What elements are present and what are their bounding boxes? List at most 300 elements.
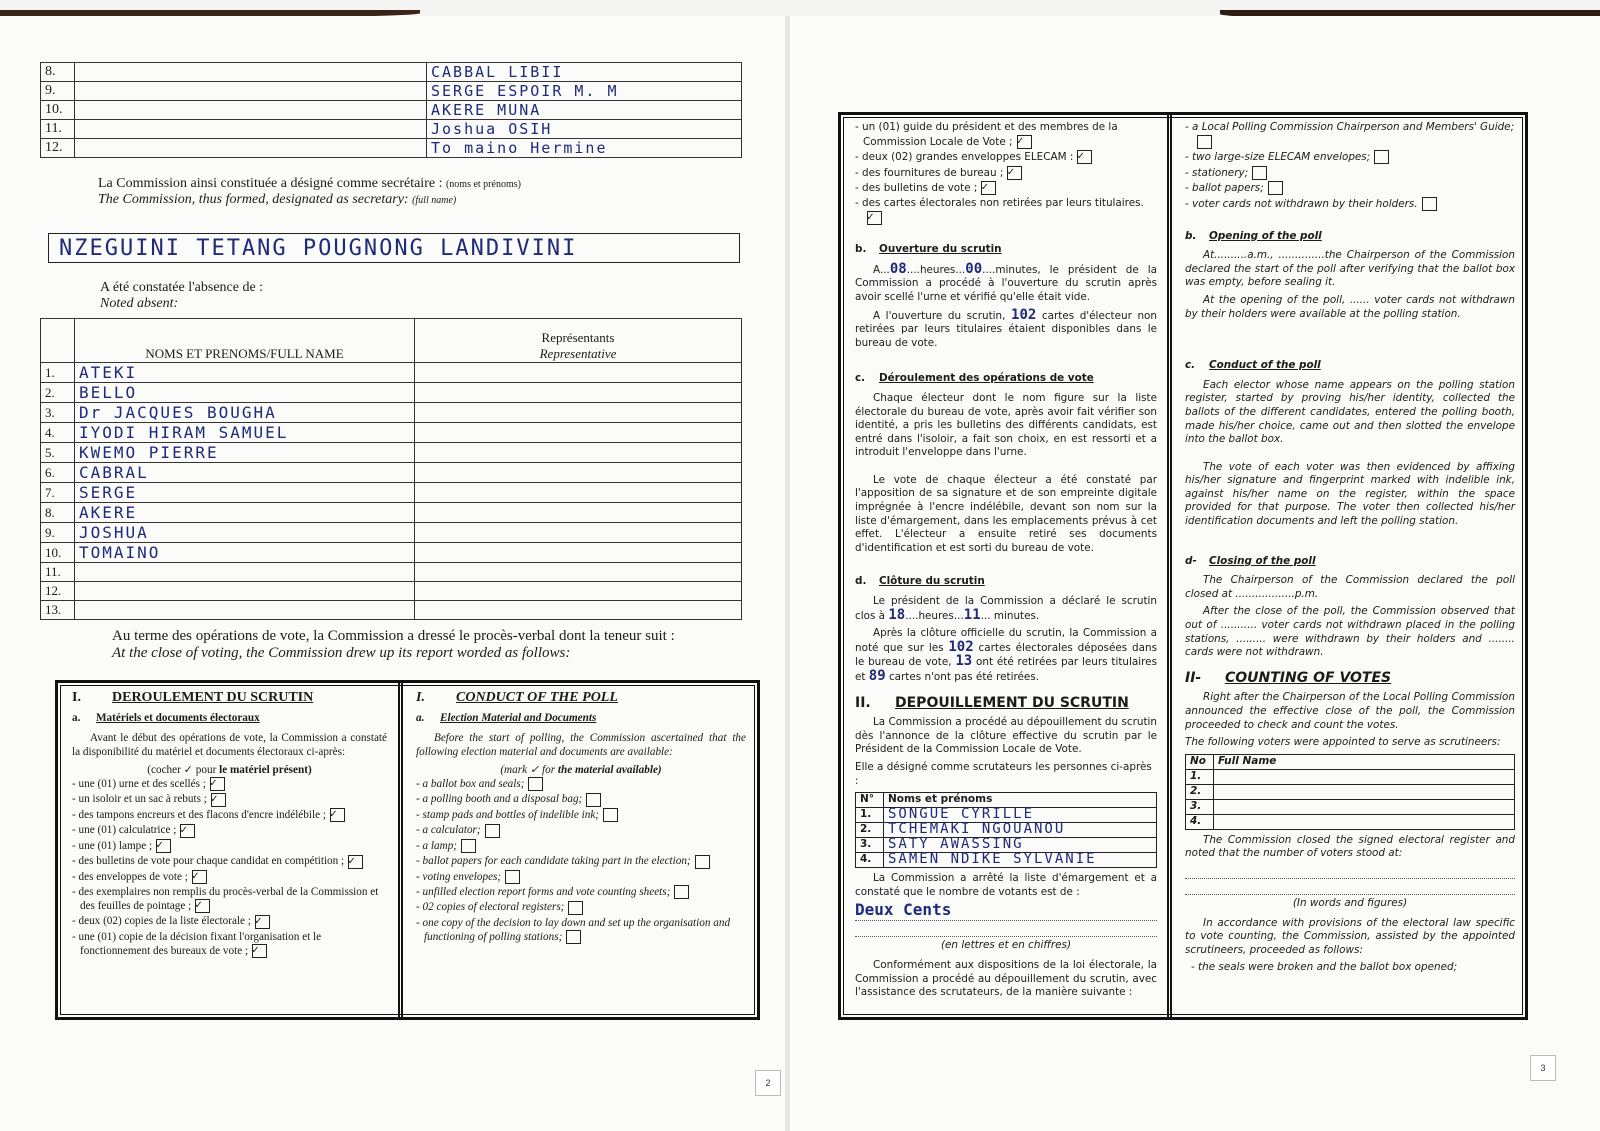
text: A l'ouverture du scrutin, bbox=[873, 309, 1006, 322]
absent-rep-cell[interactable] bbox=[415, 423, 742, 443]
scrutineer-num: 1. bbox=[856, 808, 884, 823]
member-name-cell[interactable]: CABBAL LIBII bbox=[427, 63, 742, 82]
page-number-left: 2 bbox=[755, 1070, 781, 1096]
absent-rep-cell[interactable] bbox=[415, 563, 742, 582]
closing-paragraph-fr-2 bbox=[855, 627, 1157, 684]
absent-row bbox=[41, 443, 742, 463]
checkbox[interactable] bbox=[568, 901, 583, 915]
checkbox[interactable]: ✓ bbox=[180, 824, 195, 838]
absent-table bbox=[40, 318, 742, 620]
conduct-frame-left bbox=[55, 680, 760, 1020]
checkbox[interactable] bbox=[674, 885, 689, 899]
scrutineer-num-header: N° bbox=[856, 793, 884, 808]
counting-paragraph-fr-3: La Commission a arrêté la liste d'émargement et a constaté que le nombre de votants est de : bbox=[855, 872, 1157, 898]
closing-cards-withdrawn-field[interactable]: 13 bbox=[955, 653, 973, 670]
absent-name-cell[interactable]: CABRAL bbox=[75, 463, 415, 483]
scrutineer-name-cell[interactable] bbox=[1214, 814, 1515, 829]
member-num: 9. bbox=[41, 82, 75, 101]
checkbox[interactable]: ✓ bbox=[210, 777, 225, 791]
member-blank-cell[interactable] bbox=[75, 82, 427, 101]
checkbox[interactable] bbox=[1252, 166, 1267, 180]
checklist-item bbox=[855, 150, 1157, 165]
checklist-item bbox=[1185, 150, 1515, 165]
column-divider bbox=[1167, 115, 1172, 1017]
scrutineer-name-header: Noms et prénoms bbox=[884, 793, 1157, 808]
member-blank-cell[interactable] bbox=[75, 139, 427, 158]
absent-num: 10. bbox=[41, 543, 75, 563]
checklist-item-label: - des bulletins de vote pour chaque candidat en compétition ; bbox=[72, 855, 345, 868]
absent-name-cell[interactable]: SERGE bbox=[75, 483, 415, 503]
absent-num: 3. bbox=[41, 403, 75, 423]
checklist-item bbox=[416, 777, 746, 791]
opening-paragraph-en-1: At..........a.m., ..............the Chairperson of the Commission declared the start of the poll after verifying that the ballot box was empty, before sealing it. bbox=[1185, 249, 1515, 289]
secretary-caption-fr-note: (noms et prénoms) bbox=[445, 179, 521, 190]
conduct-paragraph-fr-1: Chaque électeur dont le nom figure sur la liste électorale du bureau de vote, après avoir fait vérifier son identité, a pris les bulletins des différents candidats, est entré dans l'isoloir, a fait son choix, en est ressorti et a introduit l'enveloppe dans l'urne. bbox=[855, 391, 1157, 459]
absent-row bbox=[41, 523, 742, 543]
member-row bbox=[41, 82, 742, 101]
checklist-item-label: - stationery; bbox=[1185, 166, 1249, 179]
checklist-item bbox=[416, 808, 746, 822]
absent-rep-cell[interactable] bbox=[415, 601, 742, 620]
instruction-text: (cocher ✓ pour bbox=[147, 764, 220, 776]
section-title-en: CONDUCT OF THE POLL bbox=[456, 690, 618, 705]
checkbox[interactable]: ✓ bbox=[867, 211, 882, 225]
scrutineer-num: 2. bbox=[1186, 784, 1214, 799]
absent-row bbox=[41, 582, 742, 601]
absent-row bbox=[41, 503, 742, 523]
scrutineer-row bbox=[856, 853, 1157, 868]
closing-title-fr: Clôture du scrutin bbox=[879, 575, 985, 588]
member-row bbox=[41, 63, 742, 82]
checklist-item-label: - a calculator; bbox=[416, 824, 481, 837]
scrutineer-name-cell[interactable] bbox=[1214, 799, 1515, 814]
absent-rep-cell[interactable] bbox=[415, 443, 742, 463]
text: A bbox=[873, 263, 880, 276]
checkbox[interactable]: ✓ bbox=[1077, 150, 1092, 164]
scrutineer-row bbox=[1186, 769, 1515, 784]
checkbox[interactable] bbox=[566, 930, 581, 944]
scrutineer-row bbox=[1186, 799, 1515, 814]
checklist-item bbox=[416, 885, 746, 899]
section-roman: II- bbox=[1185, 669, 1202, 686]
scrutineer-name-cell[interactable] bbox=[1214, 769, 1515, 784]
absent-name-cell[interactable]: JOSHUA bbox=[75, 523, 415, 543]
secretary-name-field[interactable]: NZEGUINI TETANG POUGNONG LANDIVINI bbox=[48, 233, 740, 263]
checklist-item bbox=[1185, 166, 1515, 181]
absent-num: 5. bbox=[41, 443, 75, 463]
conduct-title-en: Conduct of the poll bbox=[1209, 359, 1321, 372]
materials-intro-fr: Avant le début des opérations de vote, la Commission a constaté la disponibilité du matériel et documents électoraux ci-après: bbox=[72, 732, 387, 758]
member-blank-cell[interactable] bbox=[75, 101, 427, 120]
secretary-caption-en: The Commission, thus formed, designated as secretary: bbox=[98, 192, 409, 207]
counting-paragraph-fr-4: Conformément aux dispositions de la loi électorale, la Commission a procédé au dépouillement du scrutin, avec l'assistance des scrutateurs, de la manière suivante : bbox=[855, 958, 1157, 999]
scrutineer-num: 1. bbox=[1186, 769, 1214, 784]
absent-row bbox=[41, 563, 742, 582]
en-column-right bbox=[1175, 115, 1525, 1017]
opening-minutes-field[interactable]: 00 bbox=[965, 260, 983, 277]
checkbox[interactable]: ✓ bbox=[192, 870, 207, 884]
absent-num: 4. bbox=[41, 423, 75, 443]
opening-paragraph-fr: A...08....heures...00....minutes, le président de la Commission a procédé à l'ouverture du scrutin après avoir scellé l'urne et vérifié qu'elle était vide. bbox=[855, 260, 1157, 303]
absent-name-cell[interactable]: IYODI HIRAM SAMUEL bbox=[75, 423, 415, 443]
checklist-item bbox=[416, 792, 746, 806]
member-blank-cell[interactable] bbox=[75, 120, 427, 139]
scrutineer-name-cell[interactable]: SAMEN NDIKE SYLVANIE bbox=[884, 853, 1157, 868]
absent-name-cell[interactable] bbox=[75, 582, 415, 601]
scrutineer-name-cell[interactable]: TCHEMAKI NGOUANOU bbox=[884, 823, 1157, 838]
absent-rep-cell[interactable] bbox=[415, 523, 742, 543]
checkbox[interactable]: ✓ bbox=[255, 915, 270, 929]
absent-rep-cell[interactable] bbox=[415, 463, 742, 483]
absent-row bbox=[41, 403, 742, 423]
fr-column bbox=[62, 683, 397, 1017]
checklist-item bbox=[72, 777, 387, 791]
checklist-item-label: - a ballot box and seals; bbox=[416, 778, 525, 790]
absent-name-cell[interactable]: TOMAINO bbox=[75, 543, 415, 563]
absent-name-cell[interactable]: BELLO bbox=[75, 383, 415, 403]
scrutineer-num: 3. bbox=[856, 838, 884, 853]
absent-num: 7. bbox=[41, 483, 75, 503]
text: minutes. bbox=[993, 609, 1040, 622]
absent-num-header bbox=[41, 319, 75, 363]
counting-paragraph-en-1: Right after the Chairperson of the Local Polling Commission announced the effective close of the poll, the Commission proceeded to check and count the votes. bbox=[1185, 691, 1515, 731]
checkbox[interactable]: ✓ bbox=[195, 899, 210, 913]
text: minutes, le président de la Commission a procédé à l'ouverture du scrutin après avoir scellé l'urne et vérifié qu'elle était vide. bbox=[855, 263, 1157, 303]
commission-members-table bbox=[40, 62, 742, 158]
checklist-item bbox=[72, 885, 387, 913]
scrutineer-num-header: No bbox=[1186, 754, 1214, 769]
checklist-item bbox=[1185, 121, 1515, 149]
checklist-item bbox=[72, 808, 387, 822]
absent-caption-en: Noted absent: bbox=[100, 296, 179, 311]
closing-minutes-field[interactable]: 11 bbox=[963, 606, 981, 623]
voters-count-line-2 bbox=[855, 923, 1157, 937]
counting-title-en: COUNTING OF VOTES bbox=[1225, 669, 1392, 686]
checklist-item-label: - voting envelopes; bbox=[416, 870, 502, 883]
conduct-paragraph-en-1: Each elector whose name appears on the polling station register, started by proving his/her identity, collected the ballots of the different candidates, entered the polling booth, made his/her choice, came out and then slotted the envelope into the ballot box. bbox=[1185, 378, 1515, 446]
absent-num: 9. bbox=[41, 523, 75, 543]
checklist-item bbox=[1185, 181, 1515, 196]
checklist-item bbox=[72, 854, 387, 868]
subsection-title-fr: Matériels et documents électoraux bbox=[96, 712, 260, 724]
counting-paragraph-en-4: In accordance with provisions of the electoral law specific to vote counting, the Commission, assisted by the appointed scrutineers, proceeded as follows: bbox=[1185, 916, 1515, 956]
counting-paragraph-en-5: - the seals were broken and the ballot box opened; bbox=[1191, 961, 1458, 974]
closing-paragraph-en-1: The Chairperson of the Commission declared the poll closed at ..................p.m. bbox=[1185, 574, 1515, 600]
checklist-item bbox=[855, 121, 1157, 149]
checkbox[interactable] bbox=[603, 808, 618, 822]
checklist-item-label: - des exemplaires non remplis du procès-verbal de la Commission et des feuilles de pointage ; bbox=[72, 885, 379, 912]
absent-num: 1. bbox=[41, 363, 75, 383]
checklist-item-label: - deux (02) copies de la liste électorale ; bbox=[72, 915, 251, 928]
rep-header-en: Representative bbox=[539, 346, 617, 361]
fr-column-right bbox=[845, 115, 1167, 1017]
text: cartes d'électeur non retirées par leurs titulaires étaient disponibles dans le bureau de vote. bbox=[855, 309, 1157, 349]
checklist-item bbox=[416, 916, 746, 944]
checklist-item-label: - un (01) guide du président et des membres de la Commission Locale de Vote ; bbox=[855, 121, 1118, 148]
conduct-title-fr: Déroulement des opérations de vote bbox=[879, 372, 1094, 385]
absent-rep-cell[interactable] bbox=[415, 383, 742, 403]
checklist-item bbox=[72, 870, 387, 884]
member-name-cell[interactable]: SERGE ESPOIR M. M bbox=[427, 82, 742, 101]
section-roman: I. bbox=[416, 690, 425, 705]
subsection-letter: a. bbox=[72, 712, 81, 724]
words-note-en: (In words and figures) bbox=[1292, 896, 1408, 909]
checkbox[interactable] bbox=[461, 839, 476, 853]
scrutineers-table-fr bbox=[855, 792, 1157, 868]
absent-num: 6. bbox=[41, 463, 75, 483]
counting-paragraph-fr-1: La Commission a procédé au dépouillement du scrutin dès l'annonce de la clôture effective du scrutin par le Président de la Commission Locale de Vote. bbox=[855, 716, 1157, 756]
voters-count-field[interactable]: Deux Cents bbox=[855, 903, 1157, 921]
absent-name-cell[interactable]: AKERE bbox=[75, 503, 415, 523]
absent-num: 12. bbox=[41, 582, 75, 601]
member-num: 8. bbox=[41, 63, 75, 82]
text: heures bbox=[918, 609, 954, 622]
closing-cards-total-field[interactable]: 102 bbox=[948, 638, 974, 655]
materials-intro-en: Before the start of polling, the Commission ascertained that the following election material and documents are available: bbox=[416, 732, 746, 758]
absent-row bbox=[41, 363, 742, 383]
checkbox[interactable]: ✓ bbox=[330, 808, 345, 822]
checkbox[interactable] bbox=[505, 870, 520, 884]
secretary-caption-en-note: (full name) bbox=[412, 195, 457, 206]
text: Après la clôture officielle du scrutin, la Commission a noté que sur les bbox=[855, 627, 1157, 654]
absent-rep-header bbox=[415, 319, 742, 363]
member-blank-cell[interactable] bbox=[75, 63, 427, 82]
checklist-item-label: - une (01) copie de la décision fixant l'organisation et le fonctionnement des bureaux de vote ; bbox=[72, 930, 322, 957]
absent-name-cell[interactable]: KWEMO PIERRE bbox=[75, 443, 415, 463]
member-num: 10. bbox=[41, 101, 75, 120]
checklist-item-label: - une (01) urne et des scellés ; bbox=[72, 778, 206, 790]
scrutineer-num: 3. bbox=[1186, 799, 1214, 814]
absent-name-cell[interactable] bbox=[75, 563, 415, 582]
counting-paragraph-en-2: The following voters were appointed to serve as scrutineers: bbox=[1185, 736, 1501, 749]
member-row bbox=[41, 101, 742, 120]
absent-rep-cell[interactable] bbox=[415, 543, 742, 563]
opening-title-fr: Ouverture du scrutin bbox=[879, 243, 1002, 256]
checkbox[interactable]: ✓ bbox=[156, 839, 171, 853]
instruction-bold: le matériel présent) bbox=[219, 764, 312, 776]
closing-paragraph-en-2: After the close of the poll, the Commission observed that out of ........... voter cards not withdrawn placed in the polling stations, ......... were withdrawn by their holders and ........ cards were not withdrawn. bbox=[1185, 605, 1515, 659]
opening-paragraph-en-2: At the opening of the poll, ...... voter cards not withdrawn by their holders were available at the polling station. bbox=[1185, 293, 1515, 320]
rep-header-fr: Représentants bbox=[541, 330, 615, 345]
check-instruction-fr bbox=[72, 763, 387, 777]
member-name-cell[interactable]: AKERE MUNA bbox=[427, 101, 742, 120]
closing-title-en: Closing of the poll bbox=[1209, 554, 1316, 567]
checklist-item-label: - a polling booth and a disposal bag; bbox=[416, 793, 583, 806]
text: ont été retirées par leurs titulaires et bbox=[855, 656, 1157, 683]
checkbox[interactable]: ✓ bbox=[252, 944, 267, 958]
checklist-item-label: - voter cards not withdrawn by their holders. bbox=[1185, 197, 1418, 210]
checklist-item bbox=[72, 792, 387, 806]
absent-num: 8. bbox=[41, 503, 75, 523]
scrutineer-row bbox=[1186, 784, 1515, 799]
member-row bbox=[41, 120, 742, 139]
opening-title-en: Opening of the poll bbox=[1209, 229, 1322, 242]
absent-num: 13. bbox=[41, 601, 75, 620]
checklist-item-label: - une (01) lampe ; bbox=[72, 839, 153, 852]
absent-name-header: NOMS ET PRENOMS/FULL NAME bbox=[75, 319, 415, 363]
member-name-cell[interactable]: To maino Hermine bbox=[427, 139, 742, 158]
checklist-item-label: - des bulletins de vote ; bbox=[855, 182, 978, 195]
absent-rep-cell[interactable] bbox=[415, 582, 742, 601]
counting-paragraph-fr-2: Elle a désigné comme scrutateurs les personnes ci-après : bbox=[855, 760, 1152, 787]
scrutineer-name-cell[interactable]: SONGUE CYRILLE bbox=[884, 808, 1157, 823]
absent-row bbox=[41, 601, 742, 620]
checklist-item bbox=[1185, 197, 1515, 212]
checklist-item bbox=[855, 197, 1157, 225]
checklist-item-label: - des cartes électorales non retirées par leurs titulaires. bbox=[855, 196, 1144, 209]
checkbox[interactable] bbox=[1374, 150, 1389, 164]
materials-checklist-fr-cont bbox=[855, 121, 1157, 225]
closing-cards-not-withdrawn-field[interactable]: 89 bbox=[868, 668, 886, 684]
scrutineer-num: 4. bbox=[1186, 814, 1214, 829]
subsection-letter: b. bbox=[855, 243, 867, 256]
checklist-item bbox=[72, 823, 387, 837]
subsection-letter: d. bbox=[855, 575, 867, 588]
checklist-item bbox=[72, 839, 387, 853]
absent-num: 2. bbox=[41, 383, 75, 403]
checkbox[interactable] bbox=[1197, 135, 1212, 149]
opening-cards-paragraph-fr bbox=[855, 306, 1157, 351]
subsection-letter: d- bbox=[1185, 554, 1197, 567]
absent-rep-cell[interactable] bbox=[415, 483, 742, 503]
column-divider bbox=[398, 683, 403, 1017]
checklist-item-label: - des tampons encreurs et des flacons d'encre indélébile ; bbox=[72, 808, 326, 821]
materials-checklist-en-cont bbox=[1185, 121, 1515, 212]
checklist-item bbox=[416, 854, 746, 868]
checklist-item bbox=[855, 166, 1157, 181]
absent-row bbox=[41, 463, 742, 483]
en-column bbox=[406, 683, 756, 1017]
materials-checklist-en bbox=[416, 777, 746, 944]
checklist-item-label: - une (01) calculatrice ; bbox=[72, 824, 177, 837]
materials-checklist-fr bbox=[72, 777, 387, 958]
checkbox[interactable]: ✓ bbox=[1007, 166, 1022, 180]
section-title-fr: DEROULEMENT DU SCRUTIN bbox=[112, 690, 314, 705]
checklist-item bbox=[416, 900, 746, 914]
scrutineers-table-en bbox=[1185, 754, 1515, 830]
subsection-letter: c. bbox=[855, 372, 866, 385]
checkbox[interactable] bbox=[1268, 181, 1283, 195]
checklist-item bbox=[72, 930, 387, 958]
text: cartes n'ont pas été retirées. bbox=[888, 671, 1040, 683]
scrutineer-num: 2. bbox=[856, 823, 884, 838]
conduct-frame-right bbox=[838, 112, 1528, 1020]
checklist-item bbox=[416, 823, 746, 837]
checkbox[interactable]: ✓ bbox=[1017, 135, 1032, 149]
scrutineers-header bbox=[1186, 754, 1515, 769]
closing-paragraph-fr-1: Le président de la Commission a déclaré le scrutin clos à 18....heures...11... minutes. bbox=[855, 595, 1157, 623]
report-intro bbox=[112, 628, 675, 662]
subsection-title-en: Election Material and Documents bbox=[440, 712, 597, 724]
text: Le président de la Commission a déclaré le scrutin clos à bbox=[855, 595, 1157, 622]
checkbox[interactable] bbox=[485, 824, 500, 838]
member-num: 11. bbox=[41, 120, 75, 139]
opening-cards-field[interactable]: 102 bbox=[1011, 306, 1037, 323]
checkbox[interactable] bbox=[1422, 197, 1437, 211]
member-num: 12. bbox=[41, 139, 75, 158]
counting-paragraph-en-3: The Commission closed the signed electoral register and noted that the number of voters stood at: bbox=[1185, 833, 1515, 860]
checkbox[interactable]: ✓ bbox=[211, 793, 226, 807]
absent-name-cell[interactable] bbox=[75, 601, 415, 620]
checklist-item-label: - ballot papers; bbox=[1185, 182, 1264, 195]
scrutineer-name-cell[interactable] bbox=[1214, 784, 1515, 799]
page-number-right: 3 bbox=[1530, 1055, 1556, 1081]
member-name-cell[interactable]: Joshua OSIH bbox=[427, 120, 742, 139]
words-note-fr: (en lettres et en chiffres) bbox=[940, 939, 1071, 952]
checklist-item-label: - a Local Polling Commission Chairperson and Members' Guide; bbox=[1185, 121, 1515, 133]
text: heures bbox=[919, 263, 956, 276]
scrutineer-num: 4. bbox=[856, 853, 884, 868]
instruction-bold: the material available) bbox=[557, 764, 662, 776]
absent-row bbox=[41, 383, 742, 403]
counting-title-fr: DEPOUILLEMENT DU SCRUTIN bbox=[895, 694, 1129, 711]
checklist-item bbox=[416, 839, 746, 853]
text: cartes électorales déposées dans le bureau de vote, bbox=[855, 641, 1157, 669]
checkbox[interactable] bbox=[695, 855, 710, 869]
voters-count-line-en-1[interactable] bbox=[1185, 865, 1515, 879]
checkbox[interactable] bbox=[586, 793, 601, 807]
subsection-letter: c. bbox=[1185, 359, 1196, 372]
checklist-item-label: - unfilled election report forms and vote counting sheets; bbox=[416, 885, 671, 898]
absent-rep-cell[interactable] bbox=[415, 363, 742, 383]
subsection-letter: b. bbox=[1185, 229, 1197, 242]
secretary-caption bbox=[98, 176, 521, 208]
secretary-caption-fr: La Commission ainsi constituée a désigné comme secrétaire : bbox=[98, 176, 443, 191]
absent-rep-cell[interactable] bbox=[415, 403, 742, 423]
checklist-item-label: - stamp pads and bottles of indelible ink; bbox=[416, 808, 600, 821]
checklist-item bbox=[855, 181, 1157, 196]
absent-num: 11. bbox=[41, 563, 75, 582]
scrutineer-name-header: Full Name bbox=[1214, 754, 1515, 769]
subsection-letter: a. bbox=[416, 712, 425, 724]
absent-name-cell[interactable]: ATEKI bbox=[75, 363, 415, 383]
checklist-item bbox=[72, 914, 387, 928]
scrutineer-name-cell[interactable]: SATY AWASSING bbox=[884, 838, 1157, 853]
absent-caption-fr: A été constatée l'absence de : bbox=[100, 280, 264, 295]
checklist-item bbox=[416, 870, 746, 884]
conduct-paragraph-en-2: The vote of each voter was then evidenced by affixing his/her signature and fingerprint marked with indelible ink, against his/her name on the register, within the space provided for that purpose. The voter then collected his/her identification documents and left the polling station. bbox=[1185, 460, 1515, 528]
checklist-item-label: - one copy of the decision to lay down and set up the organisation and functioning of polling stations; bbox=[416, 916, 731, 943]
absent-row bbox=[41, 423, 742, 443]
check-instruction-en bbox=[416, 763, 746, 777]
checklist-item-label: - ballot papers for each candidate taking part in the election; bbox=[416, 855, 691, 868]
conduct-paragraph-fr-2: Le vote de chaque électeur a été constaté par l'apposition de sa signature et de son empreinte digitale imprégnée à l'encre indélébile, devant son nom sur la liste d'émargement, dans les emplacements prévus à cet effet. L'électeur a ensuite retiré ses documents d'identification et est sorti du bureau de vote. bbox=[855, 473, 1157, 554]
voters-count-line-en-2[interactable] bbox=[1185, 881, 1515, 895]
instruction-text: (mark ✓ for bbox=[500, 764, 558, 776]
report-intro-fr: Au terme des opérations de vote, la Commission a dressé le procès-verbal dont la teneur suit : bbox=[112, 628, 675, 644]
absent-table-header bbox=[41, 319, 742, 363]
opening-hours-field[interactable]: 08 bbox=[889, 260, 907, 277]
checklist-item-label: - des fournitures de bureau ; bbox=[855, 166, 1004, 179]
checkbox[interactable] bbox=[528, 777, 543, 791]
member-row bbox=[41, 139, 742, 158]
checklist-item-label: - deux (02) grandes enveloppes ELECAM : bbox=[855, 151, 1074, 164]
section-roman: I. bbox=[72, 690, 81, 705]
report-intro-en: At the close of voting, the Commission drew up its report worded as follows: bbox=[112, 645, 571, 661]
checklist-item-label: - des enveloppes de vote ; bbox=[72, 870, 188, 883]
checkbox[interactable]: ✓ bbox=[981, 181, 996, 195]
closing-hours-field[interactable]: 18 bbox=[888, 606, 906, 623]
section-roman: II. bbox=[855, 694, 871, 711]
checklist-item-label: - a lamp; bbox=[416, 839, 458, 852]
checklist-item-label: - un isoloir et un sac à rebuts ; bbox=[72, 793, 207, 806]
absent-row bbox=[41, 543, 742, 563]
absent-caption bbox=[100, 280, 263, 312]
scrutineer-row bbox=[1186, 814, 1515, 829]
absent-name-cell[interactable]: Dr JACQUES BOUGHA bbox=[75, 403, 415, 423]
absent-rep-cell[interactable] bbox=[415, 503, 742, 523]
checkbox[interactable]: ✓ bbox=[348, 855, 363, 869]
